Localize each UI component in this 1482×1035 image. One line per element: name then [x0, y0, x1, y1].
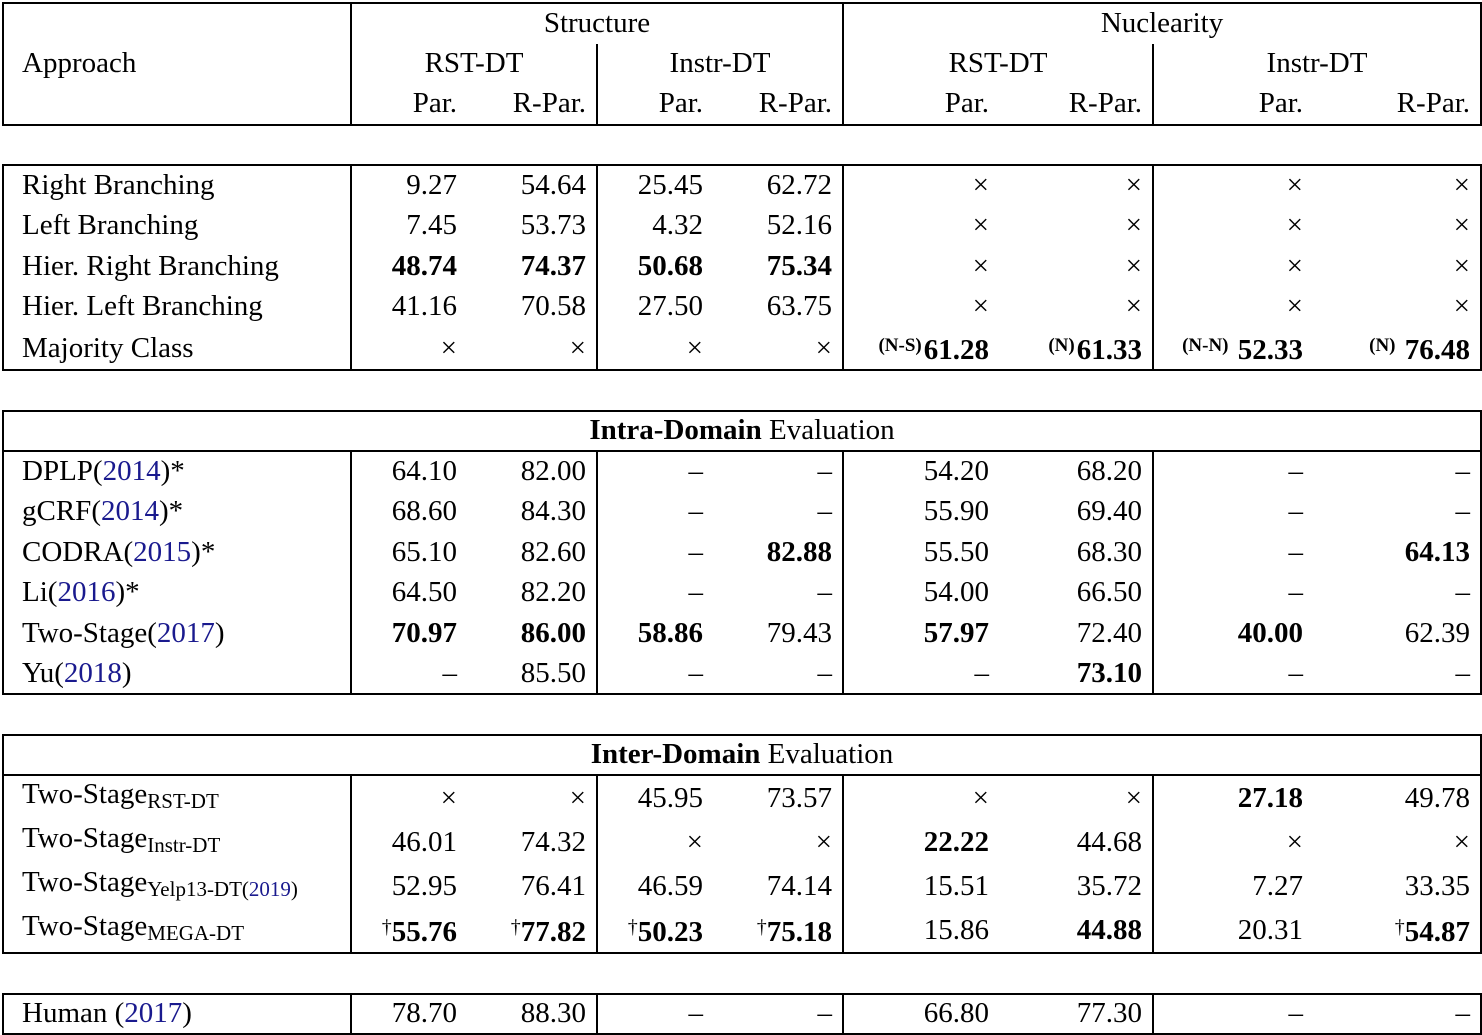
- cell: †54.87: [1313, 908, 1481, 953]
- cell: –: [597, 532, 713, 573]
- structure-header: Structure: [351, 3, 843, 44]
- label-prefix: (N): [1048, 335, 1075, 356]
- cell: 27.50: [597, 287, 713, 328]
- table-row: [3, 613, 1481, 654]
- cell: 4.32: [597, 206, 713, 247]
- dataset-header: Instr-DT: [1153, 44, 1481, 85]
- cell: 68.30: [1076, 535, 1142, 568]
- table-row: [3, 327, 1481, 370]
- cell: 15.51: [923, 869, 989, 902]
- cell: $^{(N-S)}$61.28: [843, 327, 999, 370]
- cell: 33.35: [1313, 864, 1481, 908]
- cell: –: [597, 573, 713, 614]
- metric-header: Par.: [351, 84, 467, 125]
- table-row: [3, 532, 1481, 573]
- dataset-header: RST-DT: [948, 47, 1048, 80]
- cell: –: [1153, 532, 1313, 573]
- cell: 86.00: [520, 616, 586, 649]
- cell: 55.50: [923, 535, 989, 568]
- cell: ×: [597, 820, 713, 864]
- cell: 9.27: [351, 165, 467, 206]
- cell: ×: [1153, 206, 1313, 247]
- cell: 73.57: [713, 775, 843, 820]
- cell: 88.30: [467, 994, 597, 1035]
- cell: 74.32: [520, 825, 586, 858]
- cell: 20.31: [1153, 908, 1313, 953]
- approach-name: Majority Class: [3, 327, 351, 370]
- cell: 82.88: [713, 532, 843, 573]
- cell: 66.80: [843, 994, 999, 1035]
- cell: ×: [351, 327, 467, 370]
- nuclearity-header: Nuclearity: [843, 3, 1481, 44]
- table-row: [3, 451, 1481, 492]
- cell: 75.34: [713, 246, 843, 287]
- metric-header: R-Par.: [467, 84, 597, 125]
- cell: 82.00: [520, 455, 586, 488]
- table-row: [3, 864, 1481, 908]
- cell: 76.41: [520, 869, 586, 902]
- metric-header: Par.: [597, 84, 713, 125]
- cell: 46.01: [391, 825, 457, 858]
- cell: 84.30: [520, 495, 586, 528]
- cell: ×: [972, 781, 989, 814]
- cell: –: [597, 994, 713, 1035]
- cell: 55.90: [923, 495, 989, 528]
- approach-name: gCRF(2014)*: [3, 492, 351, 533]
- cell: 50.68: [597, 246, 713, 287]
- metric-header: Par.: [843, 84, 999, 125]
- cell: ×: [843, 165, 999, 206]
- cell: 41.16: [391, 290, 457, 323]
- cell: ×: [1153, 246, 1313, 287]
- table-row: [3, 246, 1481, 287]
- table-row: [3, 775, 1481, 820]
- cell: 85.50: [467, 654, 597, 695]
- cell: 46.59: [597, 864, 713, 908]
- cell: –: [1153, 994, 1313, 1035]
- cell: 62.72: [713, 165, 843, 206]
- cell: ×: [1153, 287, 1313, 328]
- cell: –: [1313, 654, 1481, 695]
- cell: ×: [1125, 290, 1142, 323]
- cell: †77.82: [467, 908, 597, 953]
- cell: 74.14: [713, 864, 843, 908]
- approach-name: DPLP(2014)*: [3, 451, 351, 492]
- cell: ×: [713, 327, 843, 370]
- cell: 82.60: [520, 535, 586, 568]
- cell: 70.97: [391, 616, 457, 649]
- approach-name: CODRA(2015)*: [3, 532, 351, 573]
- cell: 54.20: [923, 455, 989, 488]
- cell: –: [597, 654, 713, 695]
- approach-header: Approach: [3, 44, 351, 85]
- cell: 74.37: [520, 249, 586, 282]
- cell: 44.68: [1076, 825, 1142, 858]
- cell: 65.10: [391, 535, 457, 568]
- cell: –: [713, 654, 843, 695]
- approach-name: Two-Stage$_{Yelp13-DT(2019)}$: [3, 864, 351, 908]
- cell: ×: [1125, 249, 1142, 282]
- cell: 25.45: [597, 165, 713, 206]
- cell: 7.27: [1153, 864, 1313, 908]
- cell: $^{(N-N)}$ 52.33: [1153, 327, 1313, 370]
- cell: ×: [467, 327, 597, 370]
- cell: 52.95: [391, 869, 457, 902]
- cell: ×: [440, 781, 457, 814]
- cell: 45.95: [597, 775, 713, 820]
- cell: –: [597, 492, 713, 533]
- cell: 69.40: [1076, 495, 1142, 528]
- cell: 40.00: [1153, 613, 1313, 654]
- cell: ×: [1313, 206, 1481, 247]
- cell: ×: [972, 290, 989, 323]
- cell: ×: [1125, 781, 1142, 814]
- cell: –: [713, 451, 843, 492]
- approach-name: Two-Stage$_{Instr-DT}$: [3, 820, 351, 864]
- cell: ×: [1313, 246, 1481, 287]
- cell: †55.76: [351, 908, 467, 953]
- cell: –: [1313, 451, 1481, 492]
- cell: 82.20: [520, 576, 586, 609]
- approach-name: Two-Stage(2017): [3, 613, 351, 654]
- cell: –: [1153, 573, 1313, 614]
- cell: –: [713, 573, 843, 614]
- cell: 62.39: [1313, 613, 1481, 654]
- table-row: [3, 654, 1481, 695]
- cell: ×: [1125, 209, 1142, 242]
- cell: 54.64: [467, 165, 597, 206]
- cell: 52.16: [713, 206, 843, 247]
- cell: –: [1313, 994, 1481, 1035]
- cell: ×: [569, 781, 586, 814]
- cell: –: [1313, 573, 1481, 614]
- table-row: [3, 820, 1481, 864]
- cell: –: [1153, 451, 1313, 492]
- cell: 73.10: [999, 654, 1153, 695]
- approach-name: Two-Stage$_{RST-DT}$: [3, 775, 351, 820]
- approach-name: Hier. Left Branching: [3, 287, 351, 328]
- cell: 15.86: [843, 908, 999, 953]
- cell: –: [351, 654, 467, 695]
- cell: 22.22: [923, 825, 989, 858]
- cell: ×: [713, 820, 843, 864]
- header-row-1: [3, 3, 1481, 44]
- table-row: [3, 492, 1481, 533]
- section-header-intra: Intra-Domain Evaluation: [3, 411, 1481, 452]
- cell: $^{(N)}$61.33: [999, 327, 1153, 370]
- label-prefix: (N-N): [1182, 335, 1229, 356]
- label-prefix: (N): [1369, 335, 1396, 356]
- metric-header: R-Par.: [999, 84, 1153, 125]
- cell: 68.60: [391, 495, 457, 528]
- metric-header: Par.: [1153, 84, 1313, 125]
- cell: ×: [972, 249, 989, 282]
- cell: 77.30: [999, 994, 1153, 1035]
- table-row: [3, 573, 1481, 614]
- cell: 64.50: [391, 576, 457, 609]
- cell: 68.20: [1076, 455, 1142, 488]
- cell: –: [1313, 492, 1481, 533]
- section-header-inter: Inter-Domain Evaluation: [3, 735, 1481, 776]
- cell: 63.75: [713, 287, 843, 328]
- cell: 27.18: [1153, 775, 1313, 820]
- cell: 72.40: [1076, 616, 1142, 649]
- cell: 49.78: [1313, 775, 1481, 820]
- cell: –: [843, 654, 999, 695]
- table-row: [3, 287, 1481, 328]
- header-row-2: [3, 44, 1481, 85]
- approach-name: Right Branching: [3, 165, 351, 206]
- cell: –: [1153, 654, 1313, 695]
- cell: –: [713, 994, 843, 1035]
- approach-name: Two-Stage$_{MEGA-DT}$: [3, 908, 351, 953]
- dataset-header: RST-DT: [351, 44, 597, 85]
- cell: ×: [1313, 820, 1481, 864]
- cell: 64.13: [1313, 532, 1481, 573]
- cell: ×: [999, 165, 1153, 206]
- table-row-human: [3, 994, 1481, 1035]
- cell: ×: [1153, 820, 1313, 864]
- cell: 35.72: [1076, 869, 1142, 902]
- cell: –: [1153, 492, 1313, 533]
- cell: ×: [1153, 165, 1313, 206]
- table-row: [3, 206, 1481, 247]
- approach-name: Left Branching: [3, 206, 351, 247]
- cell: ×: [1313, 287, 1481, 328]
- cell: 66.50: [1076, 576, 1142, 609]
- cell: †50.23: [597, 908, 713, 953]
- cell: ×: [1313, 165, 1481, 206]
- cell: †75.18: [713, 908, 843, 953]
- label-prefix: (N-S): [878, 335, 922, 356]
- table-row: [3, 908, 1481, 953]
- cell: 48.74: [391, 249, 457, 282]
- approach-name: Hier. Right Branching: [3, 246, 351, 287]
- header-row-3: [3, 84, 1481, 125]
- metric-header: R-Par.: [1313, 84, 1481, 125]
- cell: 58.86: [597, 613, 713, 654]
- cell: 53.73: [520, 209, 586, 242]
- cell: ×: [972, 209, 989, 242]
- cell: 44.88: [999, 908, 1153, 953]
- cell: ×: [597, 327, 713, 370]
- cell: 64.10: [391, 455, 457, 488]
- cell: –: [713, 492, 843, 533]
- approach-name: Li(2016)*: [3, 573, 351, 614]
- cell: 79.43: [713, 613, 843, 654]
- cell: 57.97: [923, 616, 989, 649]
- dataset-header: Instr-DT: [597, 44, 843, 85]
- approach-name: Human (2017): [3, 994, 351, 1035]
- cell: 78.70: [351, 994, 467, 1035]
- metric-header: R-Par.: [713, 84, 843, 125]
- cell: 7.45: [406, 209, 457, 242]
- approach-name: Yu(2018): [3, 654, 351, 695]
- table-row: [3, 165, 1481, 206]
- cell: 70.58: [520, 290, 586, 323]
- results-table: [2, 2, 1482, 1035]
- cell: $^{(N)}$ 76.48: [1313, 327, 1481, 370]
- cell: 54.00: [923, 576, 989, 609]
- cell: –: [597, 451, 713, 492]
